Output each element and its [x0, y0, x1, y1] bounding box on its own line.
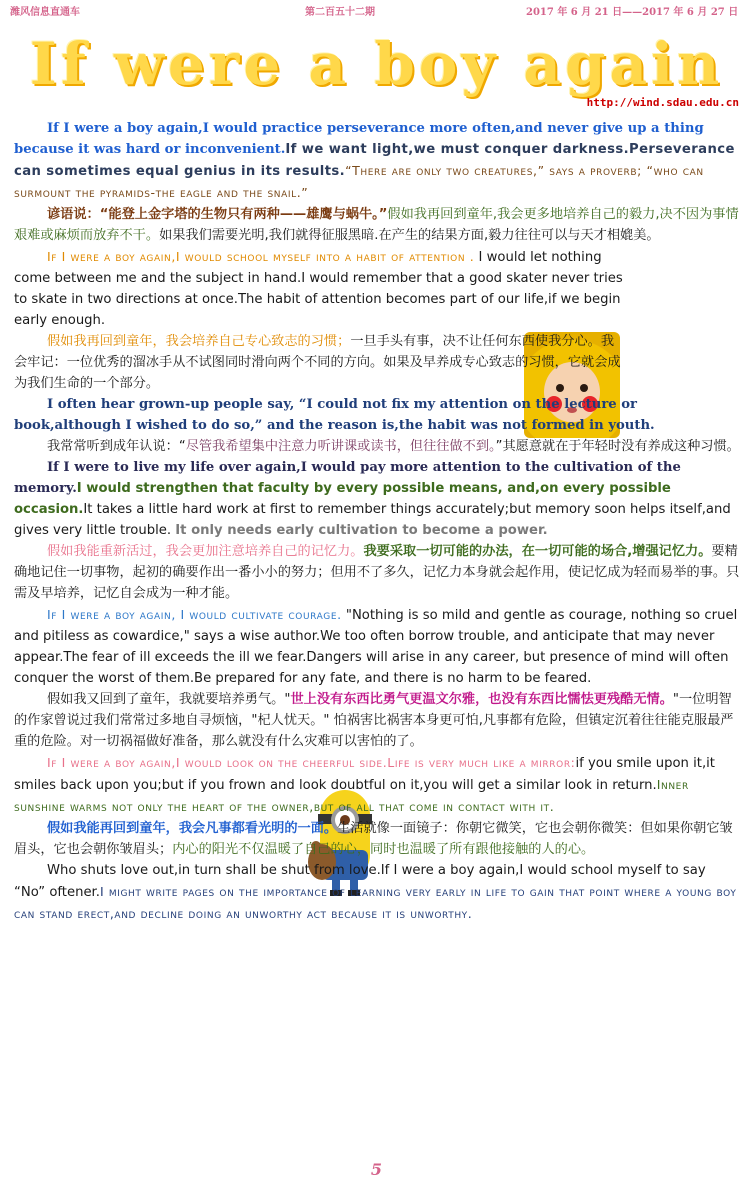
text-run: "Nothing is so mild and gentle as courage, nothing so cruel and pitiless as cowardice," says a wise author.We too often borrow trouble, and anticipate that may never appear.The fear of ill exceeds the ill we fear.Dangers will arise in any career, but presence of mind will often conquer the worst of them.Be prepared for any fate, and there is no harm to be feared.	[14, 608, 738, 686]
text-run: 假如我能再回到童年，我会凡事都看光明的一面。	[47, 821, 338, 836]
text-run: 一旦手头有事，决不让任何东西使我分心。我会牢记：一位优秀的溜冰手从不试图同时滑向两个不同的方向。如果及早养成专心致志的习惯，它就会成为我们生命的一个部分。	[14, 334, 621, 391]
text-run: 要精确地记住一切事物，起初的确要作出一番小小的努力；但用不了多久，记忆力本身就会起作用，使记忆成为轻而易举的事。只需及早培养，记忆自会成为一种才能。	[14, 544, 740, 601]
text-run: 我常常听到成年认说：“	[47, 439, 186, 454]
paragraph-perseverance-en	[14, 118, 740, 204]
text-run: I often hear grown-up people say, “I could not fix my attention on the lecture or book,although I wished to do so,” and the reason is,the habit was not formed in youth.	[14, 397, 655, 433]
paragraph-no-en	[14, 860, 740, 925]
text-run: 如果我们需要光明,我们就得征服黑暗.在产生的结果方面,毅力往往可以与天才相媲美。	[159, 228, 660, 243]
text-run: 假如我能重新活过，我会更加注意培养自己的记忆力。	[47, 544, 364, 559]
text-run: It takes a little hard work at first to remember things accurately;but memory soon helps itself,and gives very little trouble.	[14, 502, 731, 538]
paragraph-grownup-en	[14, 394, 740, 436]
paragraph-cheerful-cn	[14, 818, 740, 860]
text-run: If I were a boy again, I would cultivate courage.	[47, 607, 342, 622]
header-publication: 潍风信息直通车	[10, 7, 80, 18]
header-date-range: 2017 年 6 月 21 日——2017 年 6 月 27 日	[526, 7, 739, 18]
text-run: 尽管我希望集中注意力听讲课或读书，但往往做不到。	[185, 439, 496, 454]
paragraph-courage-en	[14, 604, 740, 689]
page-number: 5	[370, 1160, 383, 1179]
article-body	[14, 118, 740, 925]
text-run: I would let nothing come between me and the subject in hand.I would remember that a good skater never tries to skate in two directions at once.The habit of attention becomes part of our life,if we begin early enough.	[14, 250, 623, 328]
text-run: 假如我再回到童年,我会更多地培养自己的毅力,决不因为事情艰难或麻烦而放弃不干。	[14, 207, 739, 243]
text-run: 谚语说：“能登上金字塔的生物只有两种——雄鹰与蜗牛。”	[47, 207, 388, 222]
header-issue: 第二百五十二期	[305, 7, 375, 18]
text-run: If I were a boy again,I would school myself into a habit of attention .	[47, 249, 475, 264]
text-run: 生活就像一面镜子：你朝它微笑，它也会朝你微笑：但如果你朝它皱眉头，它也会朝你皱眉头；	[14, 821, 733, 857]
paragraph-attention-en	[14, 246, 740, 331]
text-run: Inner sunshine warms not only the heart of the owner,but of all that come in contact with it.	[14, 777, 689, 814]
text-run: If I were a boy again,I would practice perseverance more often,and never give up a thing because it was hard or inconvenient.	[14, 121, 704, 157]
text-run: Who shuts love out,in turn shall be shut from love.If I were a boy again,I would school myself to say “No” oftener.	[14, 863, 706, 900]
text-run: If we want light,we must conquer darkness.Perseverance can sometimes equal genius in its results.	[14, 142, 735, 179]
text-run: 世上没有东西比勇气更温文尔雅，也没有东西比懦怯更残酷无情。	[290, 692, 673, 707]
text-run: 假如我再回到童年，我会培养自己专心致志的习惯；	[47, 334, 351, 349]
text-run: If I were a boy again,I would look on the cheerful side.Life is very much like a mirror:	[47, 755, 576, 770]
text-run: I might write pages on the importance of learning very early in life to gain that point where a young boy can stand erect,and decline doing an unworthy act because it is unworthy.	[14, 884, 737, 921]
text-run: It only needs early cultivation to become a power.	[175, 523, 548, 538]
paragraph-courage-cn	[14, 689, 740, 752]
text-run: 内心的阳光不仅温暖了自己的心，同时也温暖了所有跟他接触的人的心。	[172, 842, 595, 857]
paragraph-perseverance-cn	[14, 204, 740, 246]
paragraph-grownup-cn	[14, 436, 740, 457]
paragraph-memory-cn	[14, 541, 740, 604]
text-run: 假如我又回到了童年，我就要培养勇气。"	[47, 692, 291, 707]
text-run: ”其愿意就在于年轻时没有养成这种习惯。	[495, 439, 740, 454]
text-run: "一位明智的作家曾说过我们常常过多地自寻烦恼，"杞人忧天。" 怕祸害比祸害本身更可怕,凡事都有危险，但镇定沉着往往能克服最严重的危险。对一切祸福做好准备，那么就没有什么灾难可以害怕的了。	[14, 692, 734, 749]
source-url: http://wind.sdau.edu.cn	[586, 96, 739, 109]
text-run: I would strengthen that faculty by every possible means, and,on every possible occasion.	[14, 481, 671, 517]
text-run: If I were to live my life over again,I would pay more attention to the cultivation of the memory.	[14, 460, 681, 496]
paragraph-memory-en	[14, 457, 740, 541]
text-run: if you smile upon it,it smiles back upon you;but if you frown and look doubtful on it,you will get a similar look in return.	[14, 756, 715, 793]
page-title: If were a boy again	[29, 30, 724, 98]
text-run: 我要采取一切可能的办法，在一切可能的场合,增强记忆力。	[363, 544, 712, 559]
page-header	[0, 0, 753, 18]
paragraph-attention-cn	[14, 331, 740, 394]
paragraph-cheerful-en	[14, 752, 740, 818]
text-run: “There are only two creatures,” says a proverb; “who can surmount the pyramids-the eagle and the snail.”	[14, 163, 704, 200]
